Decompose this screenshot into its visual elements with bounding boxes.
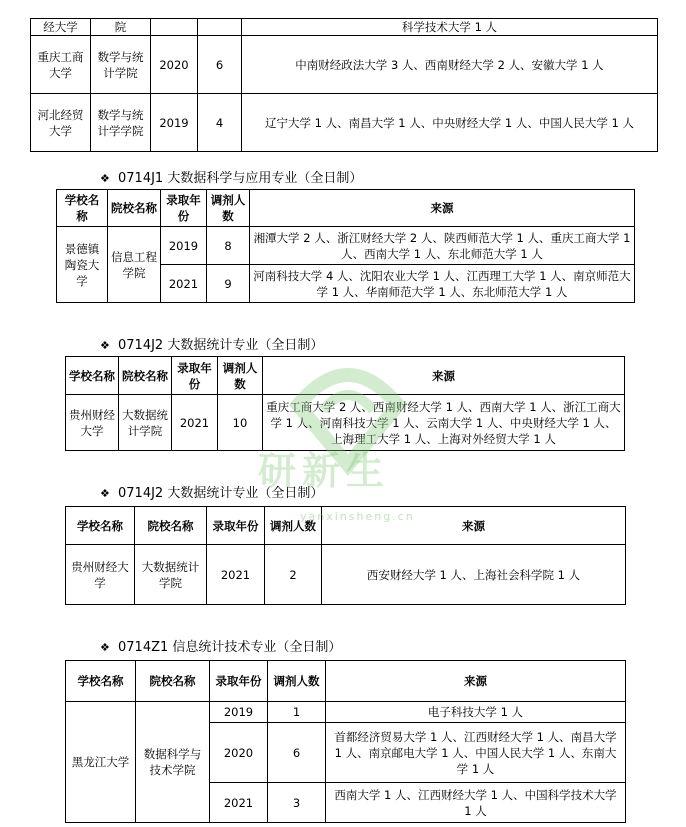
school-cell: 贵州财经大学 (66, 395, 119, 451)
header-school: 学校名称 (66, 661, 136, 702)
table-header-row (66, 357, 625, 395)
section-heading (100, 338, 323, 354)
table-row (31, 36, 658, 94)
dept-cell: 数据科学与技术学院 (136, 702, 210, 823)
count-cell: 1 (268, 702, 326, 723)
table-continued (30, 18, 658, 152)
year-cell: 2019 (151, 94, 198, 152)
source-cell: 重庆工商大学 2 人、西南财经大学 1 人、西南大学 1 人、浙江工商大学 1 人、河南科技大学 1 人、云南大学 1 人、中央财经大学 1 人、上海理工大学 1 人、上海对外经贸大学 1 人 (263, 395, 625, 451)
year-cell: 2021 (207, 545, 265, 605)
count-cell: 9 (207, 265, 250, 303)
year-cell: 2021 (172, 395, 218, 451)
header-dept: 院校名称 (136, 661, 210, 702)
year-cell: 2020 (151, 36, 198, 94)
header-dept: 院校名称 (108, 190, 161, 227)
table-header-row (57, 190, 635, 227)
school-cell: 重庆工商大学 (31, 36, 91, 94)
school-cell: 黑龙江大学 (66, 702, 136, 823)
header-count: 调剂人数 (207, 190, 250, 227)
dept-cell: 数学与统计学学院 (91, 94, 151, 152)
table-row (66, 545, 626, 605)
source-cell: 西安财经大学 1 人、上海社会科学院 1 人 (322, 545, 626, 605)
school-cell: 贵州财经大学 (66, 545, 135, 605)
table-row (31, 94, 658, 152)
section-title: 0714J2 大数据统计专业（全日制） (118, 486, 324, 501)
header-source: 来源 (263, 357, 625, 395)
header-count: 调剂人数 (265, 507, 322, 545)
admission-table (56, 189, 635, 303)
count-cell: 3 (268, 783, 326, 823)
count-cell: 10 (218, 395, 263, 451)
count-cell: 4 (198, 94, 242, 152)
school-cell: 经大学 (31, 19, 91, 36)
header-year: 录取年份 (207, 507, 265, 545)
header-school: 学校名称 (66, 357, 119, 395)
year-cell: 2019 (210, 702, 268, 723)
count-cell: 6 (268, 723, 326, 783)
year-cell: 2020 (210, 723, 268, 783)
source-cell: 首都经济贸易大学 1 人、江西财经大学 1 人、南昌大学 1 人、南京邮电大学 1 人、中国人民大学 1 人、东南大学 1 人 (326, 723, 626, 783)
year-cell: 2019 (161, 227, 207, 265)
source-cell: 电子科技大学 1 人 (326, 702, 626, 723)
count-cell (198, 19, 242, 36)
header-year: 录取年份 (210, 661, 268, 702)
count-cell: 8 (207, 227, 250, 265)
diamond-bullet-icon: ❖ (100, 339, 110, 352)
section-title: 0714J1 大数据科学与应用专业（全日制） (118, 171, 363, 186)
school-cell: 景德镇陶瓷大学 (57, 227, 108, 303)
source-cell: 湘潭大学 2 人、浙江财经大学 2 人、陕西师范大学 1 人、重庆工商大学 1 人、西南大学 1 人、东北师范大学 1 人 (250, 227, 635, 265)
count-cell: 6 (198, 36, 242, 94)
header-count: 调剂人数 (218, 357, 263, 395)
year-cell: 2021 (210, 783, 268, 823)
source-cell: 辽宁大学 1 人、南昌大学 1 人、中央财经大学 1 人、中国人民大学 1 人 (242, 94, 658, 152)
header-dept: 院校名称 (119, 357, 172, 395)
year-cell: 2021 (161, 265, 207, 303)
header-year: 录取年份 (172, 357, 218, 395)
section-title: 0714Z1 信息统计技术专业（全日制） (118, 640, 342, 655)
header-source: 来源 (326, 661, 626, 702)
table-row (31, 19, 658, 36)
section-heading (100, 171, 362, 187)
section-title: 0714J2 大数据统计专业（全日制） (118, 338, 324, 353)
diamond-bullet-icon: ❖ (100, 487, 110, 500)
watermark-subtext: yanxinsheng.cn (300, 510, 415, 523)
dept-cell: 院 (91, 19, 151, 36)
dept-cell: 大数据统计学院 (135, 545, 207, 605)
header-school: 学校名称 (57, 190, 108, 227)
diamond-bullet-icon: ❖ (100, 172, 110, 185)
admission-table (65, 356, 625, 451)
school-cell: 河北经贸大学 (31, 94, 91, 152)
header-school: 学校名称 (66, 507, 135, 545)
diamond-bullet-icon: ❖ (100, 641, 110, 654)
source-cell: 西南大学 1 人、江西财经大学 1 人、中国科学技术大学 1 人 (326, 783, 626, 823)
header-year: 录取年份 (161, 190, 207, 227)
table-header-row (66, 661, 626, 702)
year-cell (151, 19, 198, 36)
header-count: 调剂人数 (268, 661, 326, 702)
source-cell: 河南科技大学 4 人、沈阳农业大学 1 人、江西理工大学 1 人、南京师范大学 1 人、华南师范大学 1 人、东北师范大学 1 人 (250, 265, 635, 303)
admission-table (65, 660, 626, 823)
source-cell: 科学技术大学 1 人 (242, 19, 658, 36)
watermark-text: 研新生 (258, 449, 391, 493)
source-cell: 中南财经政法大学 3 人、西南财经大学 2 人、安徽大学 1 人 (242, 36, 658, 94)
header-source: 来源 (250, 190, 635, 227)
header-source: 来源 (322, 507, 626, 545)
table-row (57, 227, 635, 265)
dept-cell: 大数据统计学院 (119, 395, 172, 451)
section-heading (100, 640, 341, 656)
count-cell: 2 (265, 545, 322, 605)
dept-cell: 信息工程学院 (108, 227, 161, 303)
dept-cell: 数学与统计学院 (91, 36, 151, 94)
table-row (66, 702, 626, 723)
header-dept: 院校名称 (135, 507, 207, 545)
